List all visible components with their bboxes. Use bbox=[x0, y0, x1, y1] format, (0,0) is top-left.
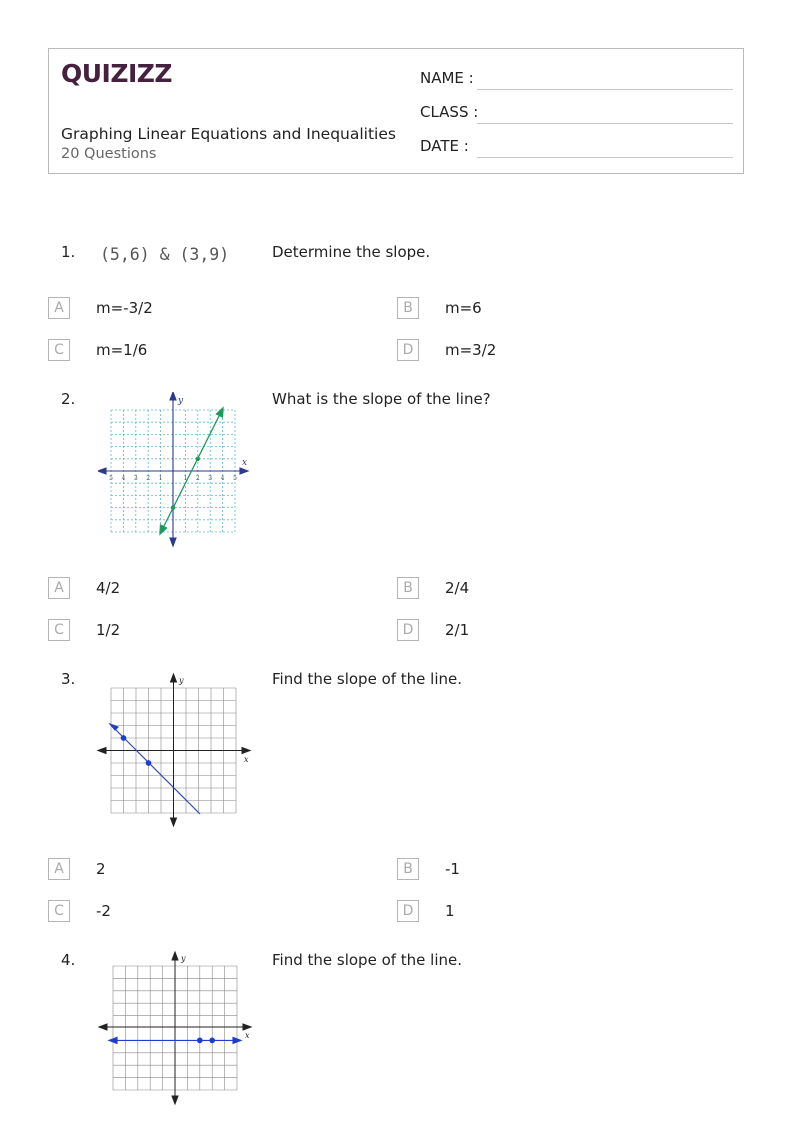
graph-3 bbox=[96, 672, 256, 828]
question-number: 1. bbox=[61, 243, 76, 261]
tick-label: 1 bbox=[183, 475, 188, 482]
axis-label-y: y bbox=[181, 954, 186, 963]
question-number: 3. bbox=[61, 670, 76, 688]
question-number: 2. bbox=[61, 390, 76, 408]
question-text: What is the slope of the line? bbox=[272, 390, 491, 408]
question-number: 4. bbox=[61, 951, 76, 969]
option-b-text: -1 bbox=[445, 860, 460, 878]
option-b-box[interactable]: B bbox=[397, 577, 419, 599]
tick-label: 2 bbox=[195, 475, 200, 482]
option-d-box[interactable]: D bbox=[397, 339, 419, 361]
option-c-text: -2 bbox=[96, 902, 111, 920]
tick-label: 5 bbox=[233, 475, 237, 482]
option-d-box[interactable]: D bbox=[397, 619, 419, 641]
option-a-text: m=-3/2 bbox=[96, 299, 153, 317]
option-d-text: m=3/2 bbox=[445, 341, 497, 359]
worksheet-header bbox=[48, 48, 744, 174]
option-a-text: 2 bbox=[96, 860, 106, 878]
graph-4 bbox=[97, 950, 257, 1106]
option-c-text: 1/2 bbox=[96, 621, 121, 639]
name-label: NAME : bbox=[420, 69, 474, 87]
axis-label-x: x bbox=[244, 755, 249, 764]
tick-label: 3 bbox=[133, 475, 138, 482]
axis-label-x: x bbox=[242, 458, 248, 468]
option-c-box[interactable]: C bbox=[48, 339, 70, 361]
question-count: 20 Questions bbox=[61, 146, 157, 162]
option-b-box[interactable]: B bbox=[397, 858, 419, 880]
tick-label: 4 bbox=[121, 475, 126, 482]
axis-label-y: y bbox=[179, 676, 184, 685]
option-c-text: m=1/6 bbox=[96, 341, 148, 359]
date-label: DATE : bbox=[420, 137, 469, 155]
option-b-text: 2/4 bbox=[445, 579, 470, 597]
name-field[interactable] bbox=[477, 89, 733, 90]
graph-axes bbox=[98, 674, 250, 826]
axis-label-y: y bbox=[178, 396, 184, 406]
date-field[interactable] bbox=[477, 157, 733, 158]
question-text: Find the slope of the line. bbox=[272, 670, 463, 688]
tick-label: 4 bbox=[220, 475, 225, 482]
question-text: Determine the slope. bbox=[272, 243, 431, 261]
option-b-text: m=6 bbox=[445, 299, 482, 317]
tick-label: 1 bbox=[158, 475, 163, 482]
tick-label: 2 bbox=[146, 475, 151, 482]
option-b-box[interactable]: B bbox=[397, 297, 419, 319]
quizizz-logo: QUIZIZZ bbox=[61, 59, 173, 88]
option-c-box[interactable]: C bbox=[48, 619, 70, 641]
graph-2 bbox=[98, 392, 250, 548]
question-expression: (5,6) & (3,9) bbox=[100, 245, 230, 264]
axis-label-x: x bbox=[245, 1031, 250, 1040]
option-a-text: 4/2 bbox=[96, 579, 121, 597]
option-a-box[interactable]: A bbox=[48, 858, 70, 880]
tick-label: 5 bbox=[109, 475, 113, 482]
option-d-text: 1 bbox=[445, 902, 455, 920]
option-a-box[interactable]: A bbox=[48, 577, 70, 599]
graph-axes bbox=[99, 952, 251, 1104]
graph-axes bbox=[98, 392, 248, 546]
question-text: Find the slope of the line. bbox=[272, 951, 463, 969]
option-c-box[interactable]: C bbox=[48, 900, 70, 922]
option-d-text: 2/1 bbox=[445, 621, 470, 639]
class-field[interactable] bbox=[477, 123, 733, 124]
option-d-box[interactable]: D bbox=[397, 900, 419, 922]
option-a-box[interactable]: A bbox=[48, 297, 70, 319]
tick-label: 3 bbox=[208, 475, 213, 482]
worksheet-title: Graphing Linear Equations and Inequalities bbox=[61, 125, 396, 143]
class-label: CLASS : bbox=[420, 103, 479, 121]
